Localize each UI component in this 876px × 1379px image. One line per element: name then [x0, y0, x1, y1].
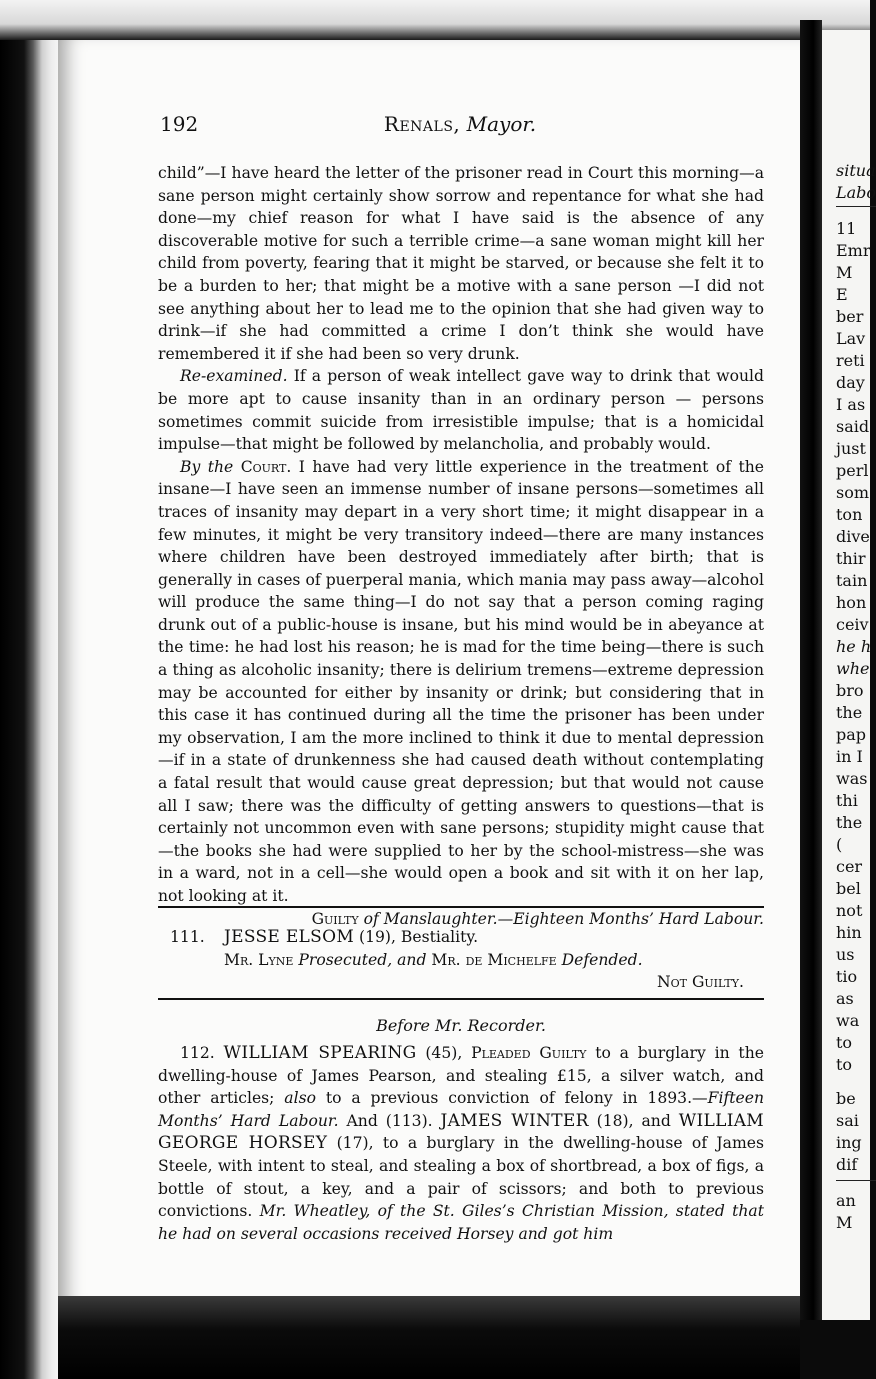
facing-line: ( — [836, 835, 843, 854]
paragraph-re-examined — [158, 365, 764, 455]
facing-line: Labo — [836, 183, 876, 202]
facing-line: the — [836, 813, 863, 832]
facing-line: bel — [836, 879, 861, 898]
page-bottom-shadow — [58, 1296, 800, 1379]
page-number: 192 — [160, 112, 199, 136]
case-text: to a previous conviction of felony in 1893.— — [315, 1089, 708, 1108]
defendant-name: WILLIAM GEORGE HORSEY — [158, 1110, 764, 1154]
re-examined-text: If a person of weak intellect gave way to drink that would be more apt to cause insanity than in an ordinary person — persons sometimes commit suicide from irresistible impulse; that is a homicidal impulse—that might be followed by melancholia, and probably would. — [158, 367, 764, 454]
facing-line: I as — [836, 395, 866, 414]
verdict-guilty: Guilty — [311, 909, 359, 928]
facing-line: ceiv — [836, 615, 869, 634]
case-111-heading — [158, 926, 764, 949]
facing-line: Lav — [836, 329, 866, 348]
by-the-court-text: I have had very little experience in the treatment of the insane—I have seen an immense number of insane persons—sometimes all traces of insanity may depart in a very short time; it might disappear in a few minutes, it might be very transitory indeed—there are many instances where children have been destroyed immediately after birth; that is generally in cases of puerperal mania, which mania may pass away—alcohol will produce the same thing—I do not say that a person coming raging drunk out of a public-house is insane, but his mind would be in abeyance at the time: he had lost his reason; he is mad for the time being—there is such a thing as alcoholic insanity; there is delirium tremens—extreme depression may be accounted for either by insanity or drink; but considering that in this case it has continued during all the time the prisoner has been under my observation, I am the more inclined to think it due to mental depression—if in a state of drunkenness she had caused death without contemplating a fatal result that would cause great depression; but that would not cause all I saw; there was the difficulty of getting answers to questions—that is certainly not uncommon even with sane persons; stupidity might cause that—the books she had were supplied to her by the school-mistress—she was in a ward, not in a cell—she would open a book and sit with it on her lap, not looking at it. — [158, 457, 764, 905]
case-text: And (113). — [338, 1111, 441, 1130]
facing-line: dive — [836, 527, 870, 546]
case-112-paragraph — [158, 1042, 764, 1245]
scan-top-edge — [0, 0, 870, 40]
book-spine — [0, 40, 60, 1379]
facing-line: 11 — [836, 219, 857, 238]
facing-rule — [836, 206, 876, 207]
facing-line: situa — [836, 161, 876, 180]
plea: Pleaded Guilty — [471, 1044, 587, 1062]
facing-line: cer — [836, 857, 863, 876]
by-the-label: By the — [180, 457, 234, 476]
defendant-name: JAMES WINTER — [440, 1110, 589, 1131]
facing-line: dif — [836, 1155, 858, 1174]
facing-line: hin — [836, 923, 862, 942]
facing-page — [822, 30, 876, 1320]
facing-line: was — [836, 769, 868, 788]
facing-rule — [836, 1180, 876, 1181]
book-gutter — [800, 20, 822, 1320]
case-number: 112. — [180, 1044, 215, 1062]
running-head — [160, 112, 760, 136]
counsel-line — [158, 949, 764, 972]
facing-line: E — [836, 285, 848, 304]
facing-line: M — [836, 1213, 853, 1232]
facing-line: bro — [836, 681, 864, 700]
facing-line: whe — [836, 659, 870, 678]
facing-line: tain — [836, 571, 868, 590]
defendant-age: (19), — [354, 928, 401, 946]
defendant-age: (17), — [327, 1134, 383, 1153]
testimony-text — [158, 162, 764, 930]
case-text: to a burglary in the dwelling-house of James Pearson, and stealing £15, a silver watch, and other articles; — [158, 1044, 764, 1108]
prosecuted-text: Prosecuted, and — [293, 950, 432, 969]
facing-line: Emr — [836, 241, 871, 260]
facing-line: pap — [836, 725, 867, 744]
facing-line: to — [836, 1033, 853, 1052]
section-rule — [158, 906, 764, 908]
verdict-sentence: of Manslaughter.—Eighteen Months’ Hard Labour. — [358, 909, 764, 928]
case-112 — [158, 1042, 764, 1245]
facing-line: us — [836, 945, 855, 964]
facing-line: not — [836, 901, 863, 920]
facing-line: just — [836, 439, 866, 458]
paragraph-1: child”—I have heard the letter of the prisoner read in Court this morning—a sane person might certainly show sorrow and repentance for what she had done—my chief reason for what I have said is the absence of any discoverable motive for such a terrible crime—a sane woman might kill her child from poverty, fearing that it might be starved, or because she felt it to be a burden to her; that might be a motive with a sane person —I did not see anything about her to lead me to the opinion that she had given way to drink—if she had committed a crime I don’t think she would have remembered it if she had been so very drunk. — [158, 164, 764, 363]
facing-line: hon — [836, 593, 867, 612]
facing-line: ber — [836, 307, 864, 326]
page-header — [160, 112, 760, 142]
facing-line: som — [836, 483, 870, 502]
witness-statement: Mr. Wheatley, of the St. Giles’s Christian Mission, stated that he had on several occasions received Horsey and got him — [158, 1202, 764, 1243]
defendant-age: (18), and — [588, 1111, 679, 1130]
facing-line: be — [836, 1089, 856, 1108]
facing-line: ing — [836, 1133, 862, 1152]
defence-counsel: Mr. de Michelfe — [431, 950, 557, 969]
defendant-age: (45), — [416, 1044, 472, 1062]
facing-line: perl — [836, 461, 869, 480]
court-heading: Before Mr. Recorder. — [376, 1016, 546, 1035]
facing-line: sai — [836, 1111, 859, 1130]
facing-line: reti — [836, 351, 865, 370]
facing-line: thi — [836, 791, 858, 810]
facing-line: he h — [836, 637, 872, 656]
court-label: Court. — [240, 457, 292, 476]
section-rule — [158, 998, 764, 1000]
facing-line: ton — [836, 505, 863, 524]
facing-line: as — [836, 989, 854, 1008]
running-head-title: Mayor. — [466, 112, 537, 136]
facing-line: the — [836, 703, 863, 722]
facing-line: thir — [836, 549, 866, 568]
case-text: to a burglary in the dwelling-house of James Steele, with intent to steal, and stealing a box of shortbread, a box of figs, a bottle of stout, a key, and a pair of scissors; and both to previous convictions. — [158, 1134, 764, 1221]
defendant-name: WILLIAM SPEARING — [223, 1043, 417, 1063]
facing-line: to — [836, 1055, 853, 1074]
facing-line: tio — [836, 967, 858, 986]
case-number: 111. — [170, 928, 205, 946]
also-text: also — [284, 1089, 316, 1108]
paragraph-by-the-court — [158, 456, 764, 908]
charge: Bestiality. — [400, 928, 479, 946]
facing-line: M — [836, 263, 853, 282]
defended-text: Defended. — [556, 950, 643, 969]
defendant-name: JESSE ELSOM — [224, 927, 355, 947]
re-examined-label: Re-examined. — [180, 367, 288, 386]
case-111 — [158, 926, 764, 994]
case-111-verdict: Not Guilty. — [657, 973, 744, 992]
facing-line: an — [836, 1191, 856, 1210]
sentence: Fifteen Months’ Hard Labour. — [158, 1089, 764, 1130]
prosecution-counsel: Mr. Lyne — [224, 950, 294, 969]
running-head-name: Renals, — [383, 112, 461, 136]
facing-line: said — [836, 417, 870, 436]
facing-line: wa — [836, 1011, 860, 1030]
facing-line: day — [836, 373, 865, 392]
facing-line: in I — [836, 747, 863, 766]
